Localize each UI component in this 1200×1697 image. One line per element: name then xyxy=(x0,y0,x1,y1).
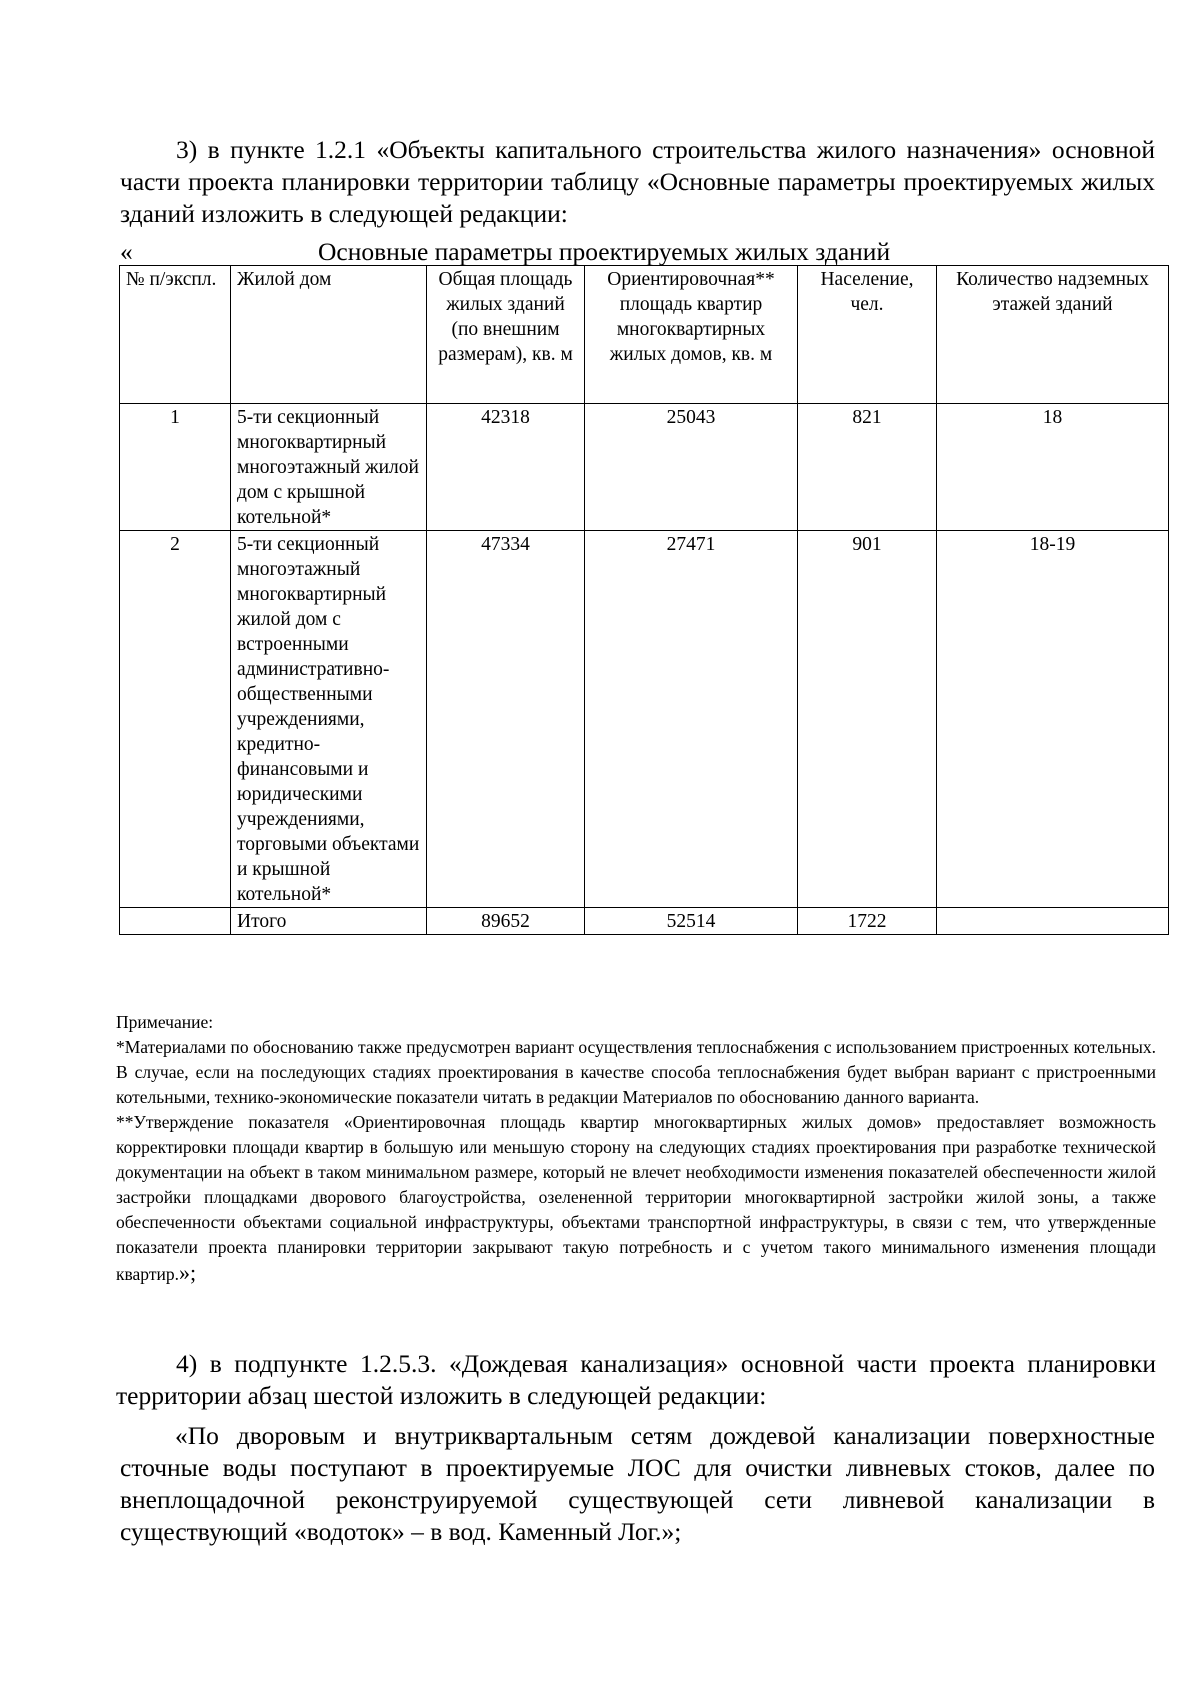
note-1: *Материалами по обоснованию также предусмотрен вариант осуществления теплоснабжения с использованием пристроенных котельных. В случае, если на последующих стадиях проектирования в качестве способа теплоснабжения будет выбран вариант с пристроенными котельными, технико-экономические показатели читать в редакции Материалов по обоснованию данного варианта. xyxy=(116,1037,1156,1107)
cell-population: 821 xyxy=(798,404,937,531)
table-caption-title: Основные параметры проектируемых жилых зданий xyxy=(318,237,891,266)
table-caption-open-quote: « xyxy=(120,237,133,266)
cell-floors xyxy=(937,908,1169,935)
cell-number xyxy=(120,908,231,935)
header-population: Население, чел. xyxy=(798,266,937,404)
note-2-text: **Утверждение показателя «Ориентировочная площадь квартир многоквартирных жилых домов» предоставляет возможность корректировки площади квартир в большую или меньшую сторону на следующих стадиях проектирования при разработке технической документации на объект в таком минимальном размере, который не влечет необходимости изменения показателей обеспеченности жилой застройки площадками дворового благоустройства, озелененной территории многоквартирной застройки жилой зоны, а также обеспеченности объектами социальной инфраструктуры, объектами транспортной инфраструктуры, в связи с тем, что утвержденные показатели проекта планировки территории закрывают такую потребность и с учетом такого минимального изменения площади квартир. xyxy=(116,1112,1156,1284)
header-total-area: Общая площадь жилых зданий (по внешним размерам), кв. м xyxy=(427,266,585,404)
paragraph-4-quote: «По дворовым и внутриквартальным сетям дождевой канализации поверхностные сточные воды поступают в проектируемые ЛОС для очистки ливневых стоков, далее по внеплощадочной реконструируемой существующей сети ливневой канализации в существующий «водоток» – в вод. Каменный Лог.»; xyxy=(120,1421,1155,1546)
table-row xyxy=(120,531,1169,908)
table-total-row xyxy=(120,908,1169,935)
note-2 xyxy=(116,1110,1156,1287)
header-apartment-area: Ориентировочная** площадь квартир многоквартирных жилых домов, кв. м xyxy=(585,266,798,404)
table-header-row xyxy=(120,266,1169,404)
cell-total-area: 89652 xyxy=(427,908,585,935)
note-2-end: »; xyxy=(178,1260,197,1285)
cell-number: 2 xyxy=(120,531,231,908)
cell-apartment-area: 52514 xyxy=(585,908,798,935)
cell-floors: 18-19 xyxy=(937,531,1169,908)
cell-apartment-area: 25043 xyxy=(585,404,798,531)
cell-population: 901 xyxy=(798,531,937,908)
cell-building: 5-ти секционный многоквартирный многоэтажный жилой дом с крышной котельной* xyxy=(231,404,427,531)
cell-apartment-area: 27471 xyxy=(585,531,798,908)
cell-building: 5-ти секционный многоэтажный многоквартирный жилой дом с встроенными административно-общественными учреждениями, кредитно-финансовыми и юридическими учреждениями, торговыми объектами и крышной котельной* xyxy=(231,531,427,908)
table-row xyxy=(120,404,1169,531)
header-floors: Количество надземных этажей зданий xyxy=(937,266,1169,404)
cell-population: 1722 xyxy=(798,908,937,935)
header-building: Жилой дом xyxy=(231,266,427,404)
cell-total-label: Итого xyxy=(231,908,427,935)
buildings-parameters-table xyxy=(119,265,1169,935)
paragraph-3: 3) в пункте 1.2.1 «Объекты капитального строительства жилого назначения» основной части проекта планировки территории таблицу «Основные параметры проектируемых жилых зданий изложить в следующей редакции: xyxy=(120,135,1155,228)
table-notes xyxy=(116,1010,1156,1287)
cell-total-area: 42318 xyxy=(427,404,585,531)
cell-floors: 18 xyxy=(937,404,1169,531)
paragraph-4: 4) в подпункте 1.2.5.3. «Дождевая канализация» основной части проекта планировки территории абзац шестой изложить в следующей редакции: xyxy=(116,1349,1156,1410)
header-number: № п/экспл. xyxy=(120,266,231,404)
cell-total-area: 47334 xyxy=(427,531,585,908)
cell-number: 1 xyxy=(120,404,231,531)
notes-heading: Примечание: xyxy=(116,1012,214,1032)
